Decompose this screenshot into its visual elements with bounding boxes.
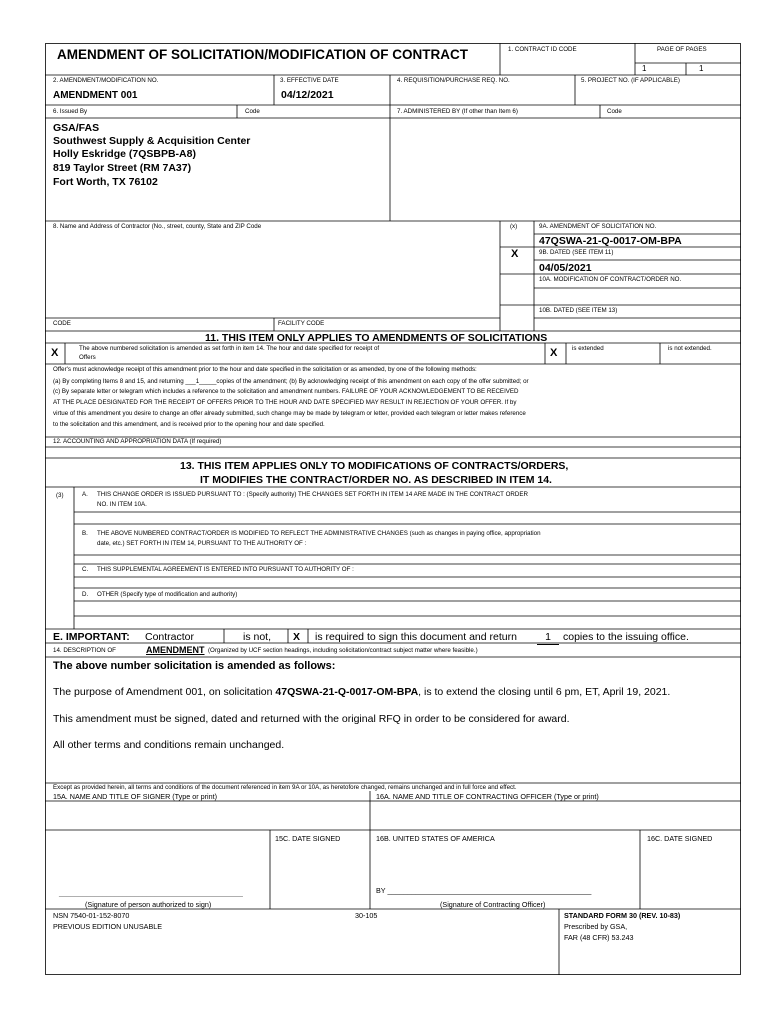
purpose-text: The purpose of Amendment 001, on solicitation bbox=[53, 686, 276, 698]
issued-by-label: 6. Issued By bbox=[53, 108, 88, 115]
issuer-line: Southwest Supply & Acquisition Center bbox=[53, 135, 251, 147]
copies-suffix: copies to the issuing office. bbox=[563, 631, 689, 643]
item-9b-label: 9B. DATED (SEE ITEM 11) bbox=[539, 249, 614, 256]
item-13c-text: THIS SUPPLEMENTAL AGREEMENT IS ENTERED INTO PURSUANT TO AUTHORITY OF : bbox=[97, 566, 354, 573]
contract-id-field[interactable] bbox=[501, 55, 634, 74]
item-13a-letter: A. bbox=[82, 491, 88, 498]
contractor-address-field[interactable] bbox=[46, 235, 499, 317]
administered-by-field[interactable] bbox=[391, 119, 740, 220]
item-14-purpose-paragraph bbox=[53, 687, 670, 698]
item-13b-field[interactable] bbox=[75, 556, 740, 563]
is-extended-label: is extended bbox=[572, 345, 604, 352]
is-required-text: is required to sign this document and return bbox=[315, 631, 517, 643]
item-13c-letter: C. bbox=[82, 566, 89, 573]
acknowledgement-text: to the solicitation and this amendment, and is received prior to the opening hour and date specified. bbox=[53, 421, 325, 428]
copies-count[interactable]: 1 bbox=[537, 632, 559, 645]
item-13d-field[interactable] bbox=[75, 602, 740, 615]
issued-by-code-label: Code bbox=[245, 108, 260, 115]
item-10a-label: 10A. MODIFICATION OF CONTRACT/ORDER NO. bbox=[539, 276, 682, 283]
signer-signature-line[interactable]: ______________________________________________ bbox=[59, 888, 243, 897]
requisition-no-field[interactable] bbox=[391, 87, 574, 104]
acknowledgement-text: virtue of this amendment you desire to change an offer already submitted, such change may be made by telegram or letter, provided each telegram or letter makes reference bbox=[53, 410, 526, 417]
amendment-no-label: 2. AMENDMENT/MODIFICATION NO. bbox=[53, 77, 159, 84]
sf30-form bbox=[45, 43, 741, 975]
item-13b-text: date, etc.) SET FORTH IN ITEM 14, PURSUANT TO THE AUTHORITY OF : bbox=[97, 540, 307, 547]
item-13a-text: THIS CHANGE ORDER IS ISSUED PURSUANT TO : (Specify authority) THE CHANGES SET FORTH IN ITEM 14 ARE MADE IN THE CONTRACT ORDER bbox=[97, 491, 528, 498]
item-15c-label: 15C. DATE SIGNED bbox=[275, 834, 341, 843]
page-of-pages-label: PAGE OF PAGES bbox=[657, 46, 707, 53]
effective-date-value[interactable]: 04/12/2021 bbox=[281, 89, 334, 101]
item-13-subheading: IT MODIFIES THE CONTRACT/ORDER NO. AS DESCRIBED IN ITEM 14. bbox=[200, 474, 552, 486]
item-16a-label: 16A. NAME AND TITLE OF CONTRACTING OFFICER (Type or print) bbox=[376, 792, 599, 801]
page-total: 1 bbox=[699, 64, 704, 73]
item-14-label-word: AMENDMENT bbox=[146, 645, 205, 655]
item-11-heading: 11. THIS ITEM ONLY APPLIES TO AMENDMENTS OF SOLICITATIONS bbox=[205, 332, 548, 344]
item-13c-field[interactable] bbox=[75, 578, 740, 587]
issuer-line: GSA/FAS bbox=[53, 122, 100, 134]
effective-date-label: 3. EFFECTIVE DATE bbox=[280, 77, 339, 84]
acknowledgement-text: Offer's must acknowledge receipt of this amendment prior to the hour and date specified in the solicitation or as amended, by one of the following methods: bbox=[53, 366, 477, 373]
contractor-word: Contractor bbox=[145, 631, 195, 643]
item-13-x-column-label: (3) bbox=[56, 492, 64, 499]
far-reference: FAR (48 CFR) 53.243 bbox=[564, 933, 634, 942]
amendment-no-value[interactable]: AMENDMENT 001 bbox=[53, 90, 138, 101]
acknowledgement-text: (a) By completing Items 8 and 15, and returning ___1_____copies of the amendment; (b) By acknowledging receipt of this amendment on each copy of the offer submitted; or bbox=[53, 378, 529, 385]
administered-by-label: 7. ADMINISTERED BY (If other than Item 6) bbox=[397, 108, 518, 115]
item-16c-field[interactable] bbox=[641, 845, 740, 908]
issuer-line: 819 Taylor Street (RM 7A37) bbox=[53, 162, 192, 174]
administered-by-code-label: Code bbox=[607, 108, 622, 115]
item-15c-field[interactable] bbox=[271, 845, 369, 908]
requisition-no-label: 4. REQUISITION/PURCHASE REQ. NO. bbox=[397, 77, 510, 84]
form-title: AMENDMENT OF SOLICITATION/MODIFICATION OF CONTRACT bbox=[57, 47, 468, 62]
item-10a-field[interactable] bbox=[535, 289, 740, 304]
issuer-line: Fort Worth, TX 76102 bbox=[53, 176, 158, 188]
item-13d-letter: D. bbox=[82, 591, 89, 598]
item-16c-label: 16C. DATE SIGNED bbox=[647, 834, 713, 843]
not-extended-label: is not extended. bbox=[668, 345, 712, 352]
item-11-amended-checkbox[interactable]: X bbox=[51, 347, 59, 359]
item-9a-label: 9A. AMENDMENT OF SOLICITATION NO. bbox=[539, 223, 657, 230]
item-14-label-suffix: (Organized by UCF section headings, including solicitation/contract subject matter where feasible.) bbox=[208, 647, 478, 654]
purpose-text: , is to extend the closing until 6 pm, ET, April 19, 2021. bbox=[418, 686, 671, 698]
code-label: CODE bbox=[53, 320, 71, 327]
x-column-label: (x) bbox=[510, 223, 518, 230]
nsn-number: NSN 7540-01-152-8070 bbox=[53, 911, 130, 920]
item-13a-text: NO. IN ITEM 10A. bbox=[97, 501, 147, 508]
is-extended-checkbox[interactable]: X bbox=[550, 347, 558, 359]
item-14-sign-paragraph: This amendment must be signed, dated and returned with the original RFQ in order to be considered for award. bbox=[53, 713, 570, 725]
item-9a-value[interactable]: 47QSWA-21-Q-0017-OM-BPA bbox=[539, 235, 682, 247]
item-11-amended-text: The above numbered solicitation is amended as set forth in item 14. The hour and date specified for receipt of bbox=[79, 345, 380, 352]
item-13a-field[interactable] bbox=[75, 513, 740, 523]
important-label: E. IMPORTANT: bbox=[53, 631, 130, 643]
item-10b-label: 10B. DATED (SEE ITEM 13) bbox=[539, 307, 618, 314]
item-13-heading: 13. THIS ITEM APPLIES ONLY TO MODIFICATIONS OF CONTRACTS/ORDERS, bbox=[180, 460, 569, 472]
issuer-line: Holly Eskridge (7QSBPB-A8) bbox=[53, 148, 196, 160]
item-9-checkbox[interactable]: X bbox=[511, 248, 519, 260]
officer-signature-caption: (Signature of Contracting Officer) bbox=[440, 900, 546, 909]
previous-edition-note: PREVIOUS EDITION UNUSABLE bbox=[53, 922, 163, 931]
accounting-label: 12. ACCOUNTING AND APPROPRIATION DATA (If required) bbox=[53, 438, 222, 445]
accounting-field[interactable] bbox=[46, 448, 740, 457]
contractor-label: 8. Name and Address of Contractor (No., street, county, State and ZIP Code bbox=[53, 223, 262, 230]
solicitation-number: 47QSWA-21-Q-0017-OM-BPA bbox=[275, 686, 419, 698]
item-11-amended-text: Offers bbox=[79, 354, 96, 361]
item-14-heading: The above number solicitation is amended as follows: bbox=[53, 660, 336, 672]
item-15a-label: 15A. NAME AND TITLE OF SIGNER (Type or print) bbox=[53, 792, 218, 801]
form-code: 30-105 bbox=[355, 911, 378, 920]
item-15a-field[interactable] bbox=[46, 802, 369, 829]
item-13d-text: OTHER (Specify type of modification and authority) bbox=[97, 591, 238, 598]
item-13b-text: THE ABOVE NUMBERED CONTRACT/ORDER IS MODIFIED TO REFLECT THE ADMINISTRATIVE CHANGES (such as changes in paying office, appropriation bbox=[97, 530, 541, 537]
item-9b-value[interactable]: 04/05/2021 bbox=[539, 262, 592, 274]
item-16a-field[interactable] bbox=[371, 802, 740, 829]
is-not-option[interactable]: is not, bbox=[243, 631, 272, 643]
acknowledgement-text: AT THE PLACE DESIGNATED FOR THE RECEIPT OF OFFERS PRIOR TO THE HOUR AND DATE SPECIFIED MAY RESULT IN REJECTION OF YOUR OFFER. If by bbox=[53, 399, 517, 406]
signer-signature-caption: (Signature of person authorized to sign) bbox=[85, 900, 212, 909]
item-16b-label: 16B. UNITED STATES OF AMERICA bbox=[376, 834, 495, 843]
is-required-checkbox[interactable]: X bbox=[293, 631, 301, 643]
contract-id-label: 1. CONTRACT ID CODE bbox=[508, 46, 577, 53]
project-no-label: 5. PROJECT NO. (IF APPLICABLE) bbox=[581, 77, 680, 84]
except-text: Except as provided herein, all terms and conditions of the document referenced in item 9A or 10A, as heretofore changed, remains unchanged and in full force and effect. bbox=[53, 784, 517, 791]
page-number: 1 bbox=[642, 64, 647, 73]
facility-code-label: FACILITY CODE bbox=[278, 320, 325, 327]
officer-signature-line[interactable]: BY ___________________________________________________ bbox=[376, 886, 592, 895]
item-14-label-prefix: 14. DESCRIPTION OF bbox=[53, 647, 116, 654]
acknowledgement-text: (c) By separate letter or telegram which includes a reference to the solicitation and amendment numbers. FAILURE OF YOUR ACKNOWLEDGEMENT TO BE RECEIVED bbox=[53, 388, 519, 395]
item-14-terms-paragraph: All other terms and conditions remain unchanged. bbox=[53, 739, 285, 751]
prescribed-by: Prescribed by GSA, bbox=[564, 922, 628, 931]
item-13b-letter: B. bbox=[82, 530, 88, 537]
standard-form-label: STANDARD FORM 30 (REV. 10-83) bbox=[564, 911, 681, 920]
project-no-field[interactable] bbox=[576, 87, 740, 104]
